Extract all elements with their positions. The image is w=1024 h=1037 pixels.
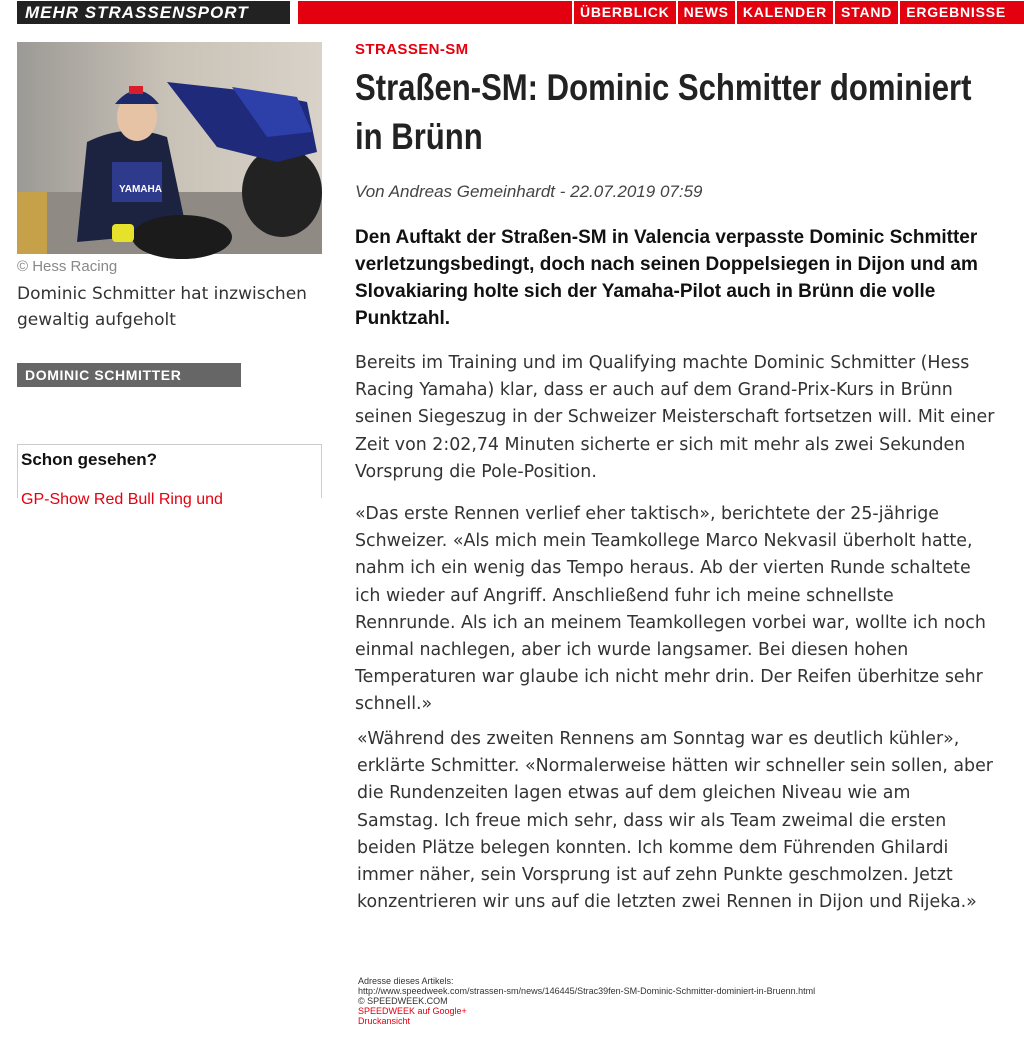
schon-gesehen-box — [17, 444, 322, 508]
rider-photo[interactable] — [17, 42, 322, 254]
schon-gesehen-title: Schon gesehen? — [21, 450, 158, 469]
google-plus-link[interactable]: SPEEDWEEK auf Google+ — [358, 1006, 467, 1016]
article-footer — [358, 976, 815, 1026]
print-view-link[interactable]: Druckansicht — [358, 1016, 411, 1026]
nav-item-news[interactable]: NEWS — [676, 1, 735, 24]
schon-gesehen-link[interactable]: GP-Show Red Bull Ring und — [21, 491, 223, 508]
article-paragraph: «Während des zweiten Rennens am Sonntag war es deutlich kühler», erklärte Schmitter. «Normalerweise hätten wir schneller sein sollen, aber die Rundenzeiten lagen etwas auf dem gleichen Niveau wie am Samstag. Ich freue mich sehr, dass wir als Team zweimal die ersten beiden Plätze belegen konnten. Ich komme dem Führenden Ghilardi immer näher, sein Vorsprung ist auf zehn Punkte geschmolzen. Jetzt konzentrieren wir uns auf die letzten zwei Rennen in Dijon und Rijeka.» — [357, 729, 993, 913]
article-url: http://www.speedweek.com/strassen-sm/news/146445/Strac39fen-SM-Dominic-Schmitter-dominiert-in-Bruenn.html — [358, 986, 816, 996]
article-kicker[interactable]: STRASSEN-SM — [355, 41, 469, 58]
nav-items — [572, 1, 1012, 24]
nav-item-ueberblick[interactable]: ÜBERBLICK — [572, 1, 676, 24]
nav-item-kalender[interactable]: KALENDER — [735, 1, 833, 24]
nav-item-ergebnisse[interactable]: ERGEBNISSE — [898, 1, 1012, 24]
nav-item-stand[interactable]: STAND — [833, 1, 898, 24]
address-label: Adresse dieses Artikels: — [358, 976, 454, 986]
article-lead: Den Auftakt der Straßen-SM in Valencia verpasste Dominic Schmitter verletzungsbedingt, doch nach seinen Doppelsiegen in Dijon und am Slovakiaring holte sich der Yamaha-Pilot auch in Brünn die volle Punktzahl. — [355, 227, 978, 329]
photo-caption: Dominic Schmitter hat inzwischen gewaltig aufgeholt — [17, 284, 307, 330]
top-navigation — [0, 0, 1024, 25]
article-byline: Von Andreas Gemeinhardt - 22.07.2019 07:59 — [355, 182, 703, 201]
copyright: © SPEEDWEEK.COM — [358, 996, 448, 1006]
photo-credit: © Hess Racing — [17, 258, 118, 275]
topic-tag-dominic-schmitter[interactable]: DOMINIC SCHMITTER — [17, 363, 241, 387]
article-headline: Straßen-SM: Dominic Schmitter dominiert in Brünn — [355, 67, 972, 157]
svg-text:YAMAHA: YAMAHA — [119, 184, 162, 195]
brand-link-mehr-strassensport[interactable]: MEHR STRASSENSPORT — [17, 1, 290, 24]
article-paragraph: Bereits im Training und im Qualifying machte Dominic Schmitter (Hess Racing Yamaha) klar, dass er auch auf dem Grand-Prix-Kurs in Brünn seinen Siegeszug in der Schweizer Meisterschaft fortsetzen will. Mit einer Zeit von 2:02,74 Minuten sicherte er sich mit mehr als zwei Sekunden Vorsprung die Pole-Position. — [355, 353, 995, 482]
article-paragraph: «Das erste Rennen verlief eher taktisch», berichtete der 25-jährige Schweizer. «Als mich mein Teamkollege Marco Nekvasil überholt hatte, nahm ich ein wenig das Tempo heraus. Ab der vierten Runde schaltete ich wieder auf Angriff. Anschließend fuhr ich meine schnellste Rennrunde. Als ich an meinem Teamkollegen vorbei war, wollte ich noch einmal nachlegen, aber ich wurde langsamer. Bei diesen hohen Temperaturen war glaube ich nicht mehr drin. Der Reifen überhitze sehr schnell.» — [355, 504, 986, 715]
rider-photo-illustration — [17, 42, 322, 254]
